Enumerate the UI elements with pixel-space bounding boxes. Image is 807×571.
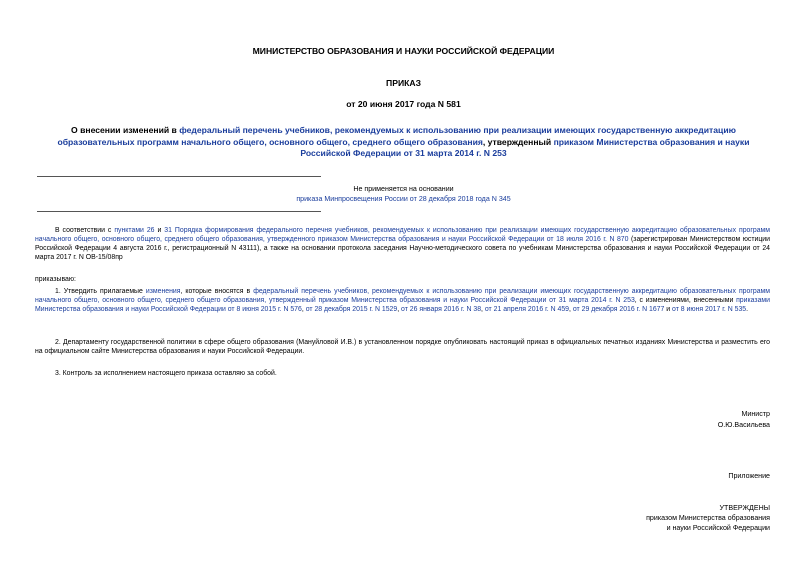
item-text: , (569, 306, 573, 313)
item-3-paragraph (35, 369, 770, 378)
item-text: , которые вносятся в (180, 288, 254, 295)
item-text: и (664, 306, 673, 313)
ministry-heading: МИНИСТЕРСТВО ОБРАЗОВАНИЯ И НАУКИ РОССИЙСКОЙ ФЕДЕРАЦИИ (252, 46, 555, 56)
signature-name: О.Ю.Васильева (717, 421, 770, 429)
item-2-text: 2. Департаменту государственной политики в сфере общего образования (Мануйловой И.В.) в установленном порядке опубликовать настоящий приказ в официальных печатных изданиях Министерства и разместить его на официальном сайте Министерства образования и науки Российской Федерации. (35, 339, 770, 355)
preamble-paragraph (35, 226, 770, 262)
link-order-535[interactable]: от 8 июня 2017 г. N 535 (672, 306, 747, 313)
preamble-text: (зарегистрирован Министерством юстиции Российской Федерации 4 августа 2016 г., регистрационный N 43111), а также на основании протокола заседания Научно-методического совета по учебникам Министерства образования и науки Российской Федерации от 24 марта 2017 г. N ОВ-15/08пр (35, 236, 770, 261)
title-text: , утвержденный (482, 136, 554, 147)
order-word: приказываю: (35, 276, 76, 283)
link-order-459[interactable]: от 21 апреля 2016 г. N 459 (484, 306, 570, 313)
link-points-26[interactable]: пунктами 26 (114, 227, 155, 234)
item-text: , (301, 306, 306, 313)
link-order-1529[interactable]: от 28 декабря 2015 г. N 1529 (305, 306, 398, 313)
document-title (45, 125, 762, 160)
preamble-text: В соответствии с (55, 227, 115, 234)
item-3-text: 3. Контроль за исполнением настоящего приказа оставляю за собой. (55, 370, 277, 377)
notice-line-1: Не применяется на основании (353, 185, 454, 193)
divider-bottom (37, 211, 321, 212)
title-link-order-253[interactable]: приказом Министерства образования и науки Российской Федерации от 31 марта 2014 г. N 253 (300, 136, 750, 158)
approved-line-1: приказом Министерства образования (646, 514, 770, 522)
link-changes[interactable]: изменения (145, 288, 181, 295)
item-text: . (746, 306, 749, 313)
link-order-38[interactable]: от 26 января 2016 г. N 38 (401, 306, 482, 313)
link-procedure-870[interactable]: 31 Порядка формирования федерального перечня учебников, рекомендуемых к использованию при реализации имеющих государственную аккредитацию образовательных программ начального общего, основного общего, среднего общего образования, утвержденного приказом Министерства образования и науки Российской Федерации от 18 июля 2016 г. N 870 (35, 227, 771, 243)
divider-top (37, 176, 321, 177)
item-text: , с изменениями, внесенными (634, 297, 737, 304)
item-text: , (481, 306, 485, 313)
item-2-paragraph (35, 338, 770, 356)
approved-label: УТВЕРЖДЕНЫ (719, 504, 770, 512)
signature-role: Министр (741, 410, 770, 418)
appendix-label: Приложение (728, 472, 770, 480)
preamble-text: и (154, 227, 165, 234)
notice-link[interactable]: приказа Минпросвещения России от 28 декабря 2018 года N 345 (296, 195, 511, 203)
link-order-576[interactable]: приказами Министерства образования и науки Российской Федерации от 8 июня 2015 г. N 576 (35, 297, 770, 313)
title-text: О внесении изменений в (71, 125, 180, 135)
doc-type-heading: ПРИКАЗ (386, 78, 421, 88)
item-text: , (397, 306, 402, 313)
link-federal-list[interactable]: федеральный перечень учебников, рекомендуемых к использованию при реализации имеющих государственную аккредитацию образовательных программ начального общего, основного общего, среднего общего образования, утвержденный приказом Министерства образования и науки Российской Федерации от 31 марта 2014 г. N 253 (35, 288, 771, 304)
item-1-paragraph (35, 287, 770, 314)
link-order-1677[interactable]: от 29 декабря 2016 г. N 1677 (572, 306, 665, 313)
date-number-heading: от 20 июня 2017 года N 581 (346, 99, 461, 109)
approved-line-2: и науки Российской Федерации (666, 524, 770, 532)
item-text: 1. Утвердить прилагаемые (55, 288, 146, 295)
title-link-federal-list[interactable]: федеральный перечень учебников, рекомендуемых к использованию при реализации имеющих государственную аккредитацию образовательных программ начального общего, основного общего, среднего общего образования (57, 125, 736, 147)
